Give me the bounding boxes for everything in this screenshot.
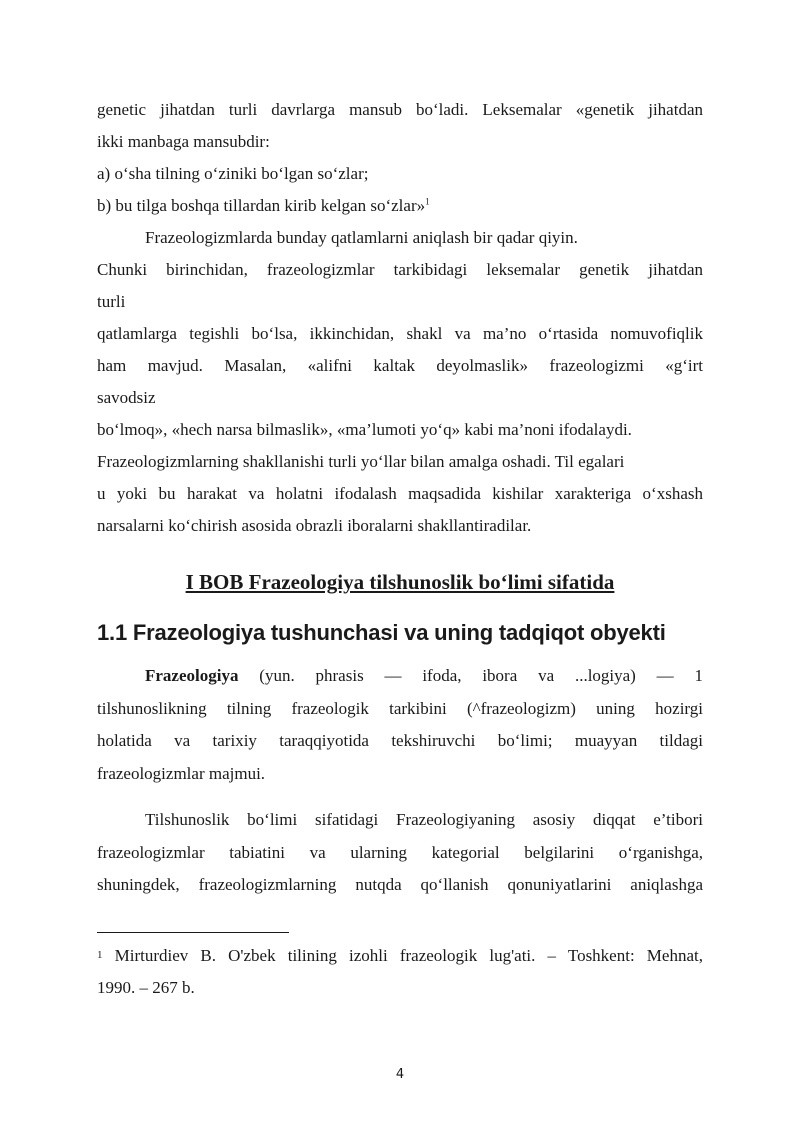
definition-line: holatida va tarixiy taraqqiyotida tekshiruvchi bo‘limi; muayyan tildagi	[97, 731, 703, 750]
intro-line-text: u yoki bu harakat va holatni ifodalash maqsadida kishilar xarakteriga o‘xshash	[97, 484, 703, 503]
footnote-line	[97, 940, 703, 972]
intro-line	[97, 126, 703, 158]
intro-line-text: genetic jihatdan turli davrlarga mansub bo‘ladi. Leksemalar «genetik jihatdan	[97, 100, 703, 119]
footnote	[97, 940, 703, 1004]
intro-line	[97, 382, 703, 414]
second-paragraph-line: shuningdek, frazeologizmlarning nutqda qo‘llanish qonuniyatlarini aniqlashga	[97, 875, 703, 894]
chapter-heading: I BOB Frazeologiya tilshunoslik bo‘limi sifatida	[185, 570, 615, 594]
definition-line: tilshunoslikning tilning frazeologik tarkibini (^frazeologizm) uning hozirgi	[97, 698, 703, 718]
intro-line	[97, 414, 703, 446]
intro-line-text: bo‘lmoq», «hech narsa bilmaslik», «ma’lumoti yo‘q» kabi ma’noni ifodalaydi.	[97, 420, 632, 439]
intro-text-block	[97, 94, 703, 542]
page-body	[97, 94, 703, 894]
intro-line	[97, 510, 703, 542]
intro-line-text: ikki manbaga mansubdir:	[97, 132, 270, 151]
intro-line-text: Frazeologizmlarning shakllanishi turli yo‘llar bilan amalga oshadi. Til egalari	[97, 452, 625, 471]
intro-line	[97, 158, 703, 190]
intro-line-text: turli	[97, 292, 126, 311]
footnote-separator	[97, 932, 289, 933]
intro-line	[97, 222, 703, 254]
intro-line-text: Frazeologizmlarda bunday qatlamlarni aniqlash bir qadar qiyin.	[145, 228, 578, 247]
intro-line-text: ham mavjud. Masalan, «alifni kaltak deyolmaslik» frazeologizmi «g‘irt	[97, 356, 703, 375]
intro-line	[97, 254, 703, 286]
footnote-mark: 1	[97, 949, 103, 961]
intro-line-text: Chunki birinchidan, frazeologizmlar tarkibidagi leksemalar genetik jihatdan	[97, 260, 703, 279]
intro-line	[97, 286, 703, 318]
footnote-text: Mirturdiev B. O'zbek tilining izohli frazeologik lug'ati. – Toshkent: Mehnat,	[102, 946, 703, 965]
intro-line	[97, 318, 703, 350]
intro-line	[97, 94, 703, 126]
intro-line-text: savodsiz	[97, 388, 156, 407]
intro-line	[97, 478, 703, 510]
second-paragraph-line: frazeologizmlar tabiatini va ularning kategorial belgilarini o‘rganishga,	[97, 842, 703, 862]
second-paragraph-line: Tilshunoslik bo‘limi sifatidagi Frazeologiyaning asosiy diqqat e’tibori	[145, 810, 703, 829]
definition-paragraph	[97, 660, 703, 790]
definition-line: frazeologizmlar majmui.	[97, 763, 266, 783]
intro-line-text: narsalarni ko‘chirish asosida obrazli iboralarni shakllantiradilar.	[97, 516, 532, 535]
intro-line-text: b) bu tilga boshqa tillardan kirib kelgan so‘zlar»	[97, 196, 426, 215]
intro-line-text: qatlamlarga tegishli bo‘lsa, ikkinchidan, shakl va ma’no o‘rtasida nomuvofiqlik	[97, 324, 703, 343]
footnote-reference: 1	[425, 196, 430, 207]
intro-line	[97, 446, 703, 478]
intro-line-text: a) o‘sha tilning o‘ziniki bo‘lgan so‘zlar;	[97, 164, 369, 183]
section-heading: 1.1 Frazeologiya tushunchasi va uning tadqiqot obyekti	[97, 620, 666, 645]
intro-line	[97, 350, 703, 382]
second-paragraph	[97, 804, 703, 902]
intro-line	[97, 190, 703, 222]
page-number: 4	[395, 1067, 405, 1082]
footnote-line: 1990. – 267 b.	[97, 978, 195, 997]
definition-first-line	[97, 660, 703, 693]
definition-first-line-rest: (yun. phrasis — ifoda, ibora va ...logiya) — 1	[238, 666, 703, 685]
term-frazeologiya: Frazeologiya	[145, 666, 239, 685]
